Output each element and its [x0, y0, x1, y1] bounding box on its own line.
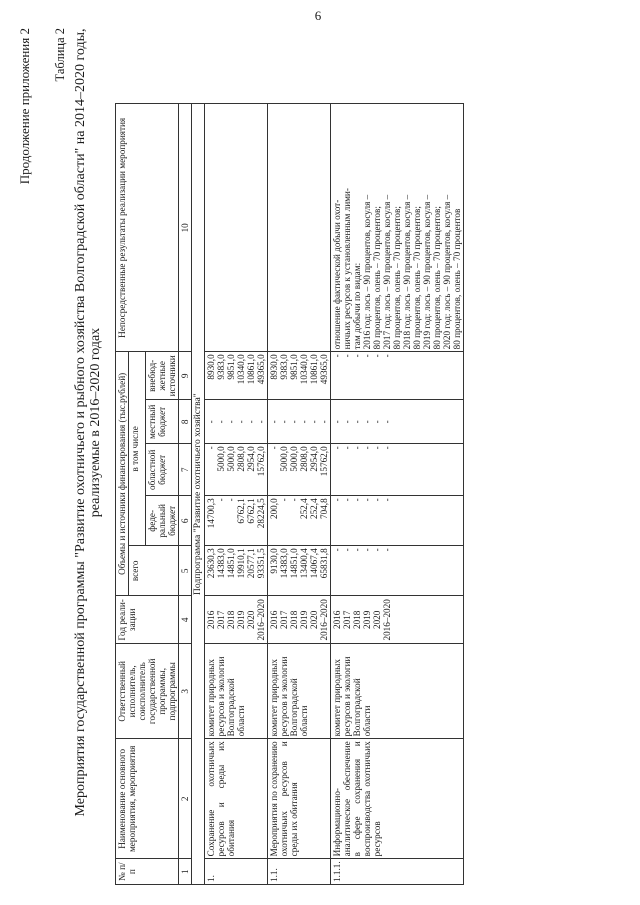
header-result: Непосредственные результаты реализации мероприятия [116, 104, 179, 352]
federal-value: - [226, 498, 236, 502]
measure-name: Информационно-аналитическое обеспечение в сфере сохранения и воспроизводства охотничьих ресурсов [331, 739, 464, 859]
federal-value: - [279, 498, 289, 502]
result-line: ничьих ресурсов к установленным лими- [342, 188, 352, 350]
local-value: - [342, 420, 352, 424]
regional-value: 2808,0 [236, 446, 246, 472]
col-index: 4 [179, 596, 192, 644]
col-index: 6 [179, 496, 192, 546]
total-value: 13400,4 [299, 548, 309, 579]
measures-table [115, 103, 464, 885]
year-value: 2020 [372, 610, 382, 630]
row-number: 1. [205, 859, 268, 885]
result [205, 104, 268, 352]
year [205, 596, 268, 644]
total [268, 546, 331, 596]
result-line: 80 процентов, олень – 70 процентов [452, 208, 462, 350]
year-value: 2016–2020 [256, 599, 266, 641]
local-value: - [309, 420, 319, 424]
measure-name: Сохранение охотничьих ресурсов и среды их обитания [205, 739, 268, 859]
total-value: 14383,0 [279, 548, 289, 579]
regional-value: - [362, 446, 372, 450]
local [205, 400, 268, 444]
table-row [331, 104, 464, 885]
year-value: 2016 [332, 610, 342, 630]
offbudget-value: 8930,0 [269, 354, 279, 380]
total-value: - [372, 548, 382, 552]
total-value: 9130,0 [269, 548, 279, 574]
regional-value: 5000,0 [279, 446, 289, 472]
federal-value: 704,8 [319, 498, 329, 519]
offbudget-value: 8930,0 [206, 354, 216, 380]
federal-value: 252,4 [309, 498, 319, 519]
total-value: 93351,5 [256, 548, 266, 579]
offbudget-value: - [342, 354, 352, 358]
local-value: - [246, 420, 256, 424]
total-value: - [332, 548, 342, 552]
result-line: 80 процентов, олень – 70 процентов; [392, 206, 402, 350]
offbudget-value: 9383,0 [279, 354, 289, 380]
local-value: - [299, 420, 309, 424]
total-value: 14067,4 [309, 548, 319, 579]
offbudget-value: 9383,0 [216, 354, 226, 380]
result [268, 104, 331, 352]
year-value: 2016–2020 [319, 599, 329, 641]
appendix-note: Продолжение приложения 2 [17, 28, 32, 185]
year-value: 2018 [289, 610, 299, 630]
result-line: 2016 год: лось – 90 процентов, косуля – [362, 194, 372, 350]
federal-value: - [372, 498, 382, 502]
year-value: 2020 [246, 610, 256, 630]
federal-value: - [289, 498, 299, 502]
federal-value: - [342, 498, 352, 502]
year [331, 596, 464, 644]
federal-value: 6762,1 [246, 498, 256, 524]
year-value: 2017 [279, 610, 289, 630]
row-number: 1.1. [268, 859, 331, 885]
local-value: - [372, 420, 382, 424]
table-title [73, 20, 103, 825]
row-number: 1.1.1. [331, 859, 464, 885]
total [331, 546, 464, 596]
offbudget-value: - [352, 354, 362, 358]
total-value: 14851,0 [289, 548, 299, 579]
year-value: 2019 [236, 610, 246, 630]
rotated-sheet [5, 10, 635, 895]
offbudget [331, 352, 464, 400]
col-index: 5 [179, 546, 192, 596]
header-including: в том числе [129, 352, 146, 546]
header-local: местный бюджет [146, 400, 179, 444]
offbudget-value: - [332, 354, 342, 358]
regional [331, 444, 464, 496]
local-value: - [332, 420, 342, 424]
year-value: 2016 [269, 610, 279, 630]
header-regional: областной бюджет [146, 444, 179, 496]
regional-value: 2808,0 [299, 446, 309, 472]
header-num: № п/п [116, 859, 179, 885]
local-value: - [382, 420, 392, 424]
total [205, 546, 268, 596]
result-line: там добычи по видам: [352, 262, 362, 350]
regional [205, 444, 268, 496]
federal-value: - [352, 498, 362, 502]
responsible-executor: комитет природных ресурсов и экологии Волгоградской области [268, 644, 331, 739]
offbudget-value: 10340,0 [236, 354, 246, 385]
year-value: 2016–2020 [382, 599, 392, 641]
federal [268, 496, 331, 546]
total-value: - [382, 548, 392, 552]
local-value: - [256, 420, 266, 424]
federal-value: - [216, 498, 226, 502]
offbudget-value: - [372, 354, 382, 358]
regional-value: - [332, 446, 342, 450]
table-row [205, 104, 268, 885]
regional-value: 2954,0 [246, 446, 256, 472]
federal-value: 252,4 [299, 498, 309, 519]
result-line: 80 процентов, олень – 70 процентов; [372, 206, 382, 350]
col-index: 10 [179, 104, 192, 352]
header-name: Наименование основного мероприятия, мероприятия [116, 739, 179, 859]
regional-value: - [269, 446, 279, 450]
federal-value: - [382, 498, 392, 502]
regional-value: - [342, 446, 352, 450]
year-value: 2018 [352, 610, 362, 630]
total-value: 19910,1 [236, 548, 246, 579]
local-value: - [352, 420, 362, 424]
local-value: - [236, 420, 246, 424]
offbudget-value: 10340,0 [299, 354, 309, 385]
year-value: 2016 [206, 610, 216, 630]
total-value: - [352, 548, 362, 552]
regional-value: - [372, 446, 382, 450]
local-value: - [216, 420, 226, 424]
measure-name: Мероприятия по сохранению охотничьих ресурсов и среды их обитания [268, 739, 331, 859]
page-number: 6 [314, 8, 322, 23]
total-value: 14851,0 [226, 548, 236, 579]
result [331, 104, 464, 352]
result-line: 2018 год: лось – 90 процентов, косуля – [402, 194, 412, 350]
federal-value: - [332, 498, 342, 502]
total-value: 20577,1 [246, 548, 256, 579]
header-total: всего [129, 546, 179, 596]
year [268, 596, 331, 644]
year-value: 2018 [226, 610, 236, 630]
federal-value: - [362, 498, 372, 502]
col-index: 9 [179, 352, 192, 400]
local [331, 400, 464, 444]
federal-value: 14700,3 [206, 498, 216, 529]
year-value: 2017 [216, 610, 226, 630]
offbudget-value: 49365,0 [319, 354, 329, 385]
total-value: 14383,0 [216, 548, 226, 579]
regional-value: 5000,0 [226, 446, 236, 472]
offbudget [268, 352, 331, 400]
result-line: 2019 год: лось – 90 процентов, косуля – [422, 194, 432, 350]
col-index: 2 [179, 739, 192, 859]
year-value: 2017 [342, 610, 352, 630]
header-responsible: Ответственный исполнитель, соисполнитель государственной программы, подпрограммы [116, 644, 179, 739]
table-row [268, 104, 331, 885]
regional [268, 444, 331, 496]
total-value: 23630,3 [206, 548, 216, 579]
total-value: - [362, 548, 372, 552]
col-index: 8 [179, 400, 192, 444]
table-number: Таблица 2 [53, 28, 67, 82]
local-value: - [289, 420, 299, 424]
local-value: - [319, 420, 329, 424]
regional-value: - [352, 446, 362, 450]
local-value: - [269, 420, 279, 424]
regional-value: 15762,0 [256, 446, 266, 477]
result-line: отношение фактической добычи охот- [332, 199, 342, 350]
regional-value: - [206, 446, 216, 450]
year-value: 2019 [299, 610, 309, 630]
header-year: Год реали- зации [116, 596, 179, 644]
offbudget-value: 9851,0 [289, 354, 299, 380]
federal [331, 496, 464, 546]
offbudget-value: - [382, 354, 392, 358]
offbudget-value: 9851,0 [226, 354, 236, 380]
header-federal: феде- ральный бюджет [146, 496, 179, 546]
responsible-executor: комитет природных ресурсов и экологии Волгоградской области [331, 644, 464, 739]
total-value: - [342, 548, 352, 552]
title-line-2: реализуемые в 2016–2020 годах [88, 327, 103, 518]
title-line-1: Мероприятия государственной программы "Развитие охотничьего и рыбного хозяйства Волгоградской области" на 2014–2020 годы, [73, 28, 88, 817]
total-value: 65831,8 [319, 548, 329, 579]
header-offbudget: внебюд- жетные источники [146, 352, 179, 400]
local-value: - [206, 420, 216, 424]
col-index: 1 [179, 859, 192, 885]
regional-value: 15762,0 [319, 446, 329, 477]
offbudget-value: - [362, 354, 372, 358]
local [268, 400, 331, 444]
local-value: - [362, 420, 372, 424]
col-index: 7 [179, 444, 192, 496]
offbudget [205, 352, 268, 400]
result-line: 2020 год: лось – 90 процентов, косуля – [442, 194, 452, 350]
regional-value: 5000,0 [216, 446, 226, 472]
subprogram-title: Подпрограмма "Развитие охотничьего хозяйства" [192, 104, 205, 885]
result-line: 2017 год: лось – 90 процентов, косуля – [382, 194, 392, 350]
result-line: 80 процентов, олень – 70 процентов; [432, 206, 442, 350]
federal-value: 200,0 [269, 498, 279, 519]
offbudget-value: 10861,0 [309, 354, 319, 385]
header-funding: Объемы и источники финансирования (тыс.рублей) [116, 352, 129, 596]
local-value: - [279, 420, 289, 424]
federal-value: 28224,5 [256, 498, 266, 529]
year-value: 2019 [362, 610, 372, 630]
offbudget-value: 49365,0 [256, 354, 266, 385]
regional-value: 5000,0 [289, 446, 299, 472]
federal [205, 496, 268, 546]
federal-value: 6762,1 [236, 498, 246, 524]
regional-value: - [382, 446, 392, 450]
responsible-executor: комитет природных ресурсов и экологии Волгоградской области [205, 644, 268, 739]
result-line: 80 процентов, олень – 70 процентов; [412, 206, 422, 350]
offbudget-value: 10861,0 [246, 354, 256, 385]
local-value: - [226, 420, 236, 424]
year-value: 2020 [309, 610, 319, 630]
col-index: 3 [179, 644, 192, 739]
regional-value: 2954,0 [309, 446, 319, 472]
